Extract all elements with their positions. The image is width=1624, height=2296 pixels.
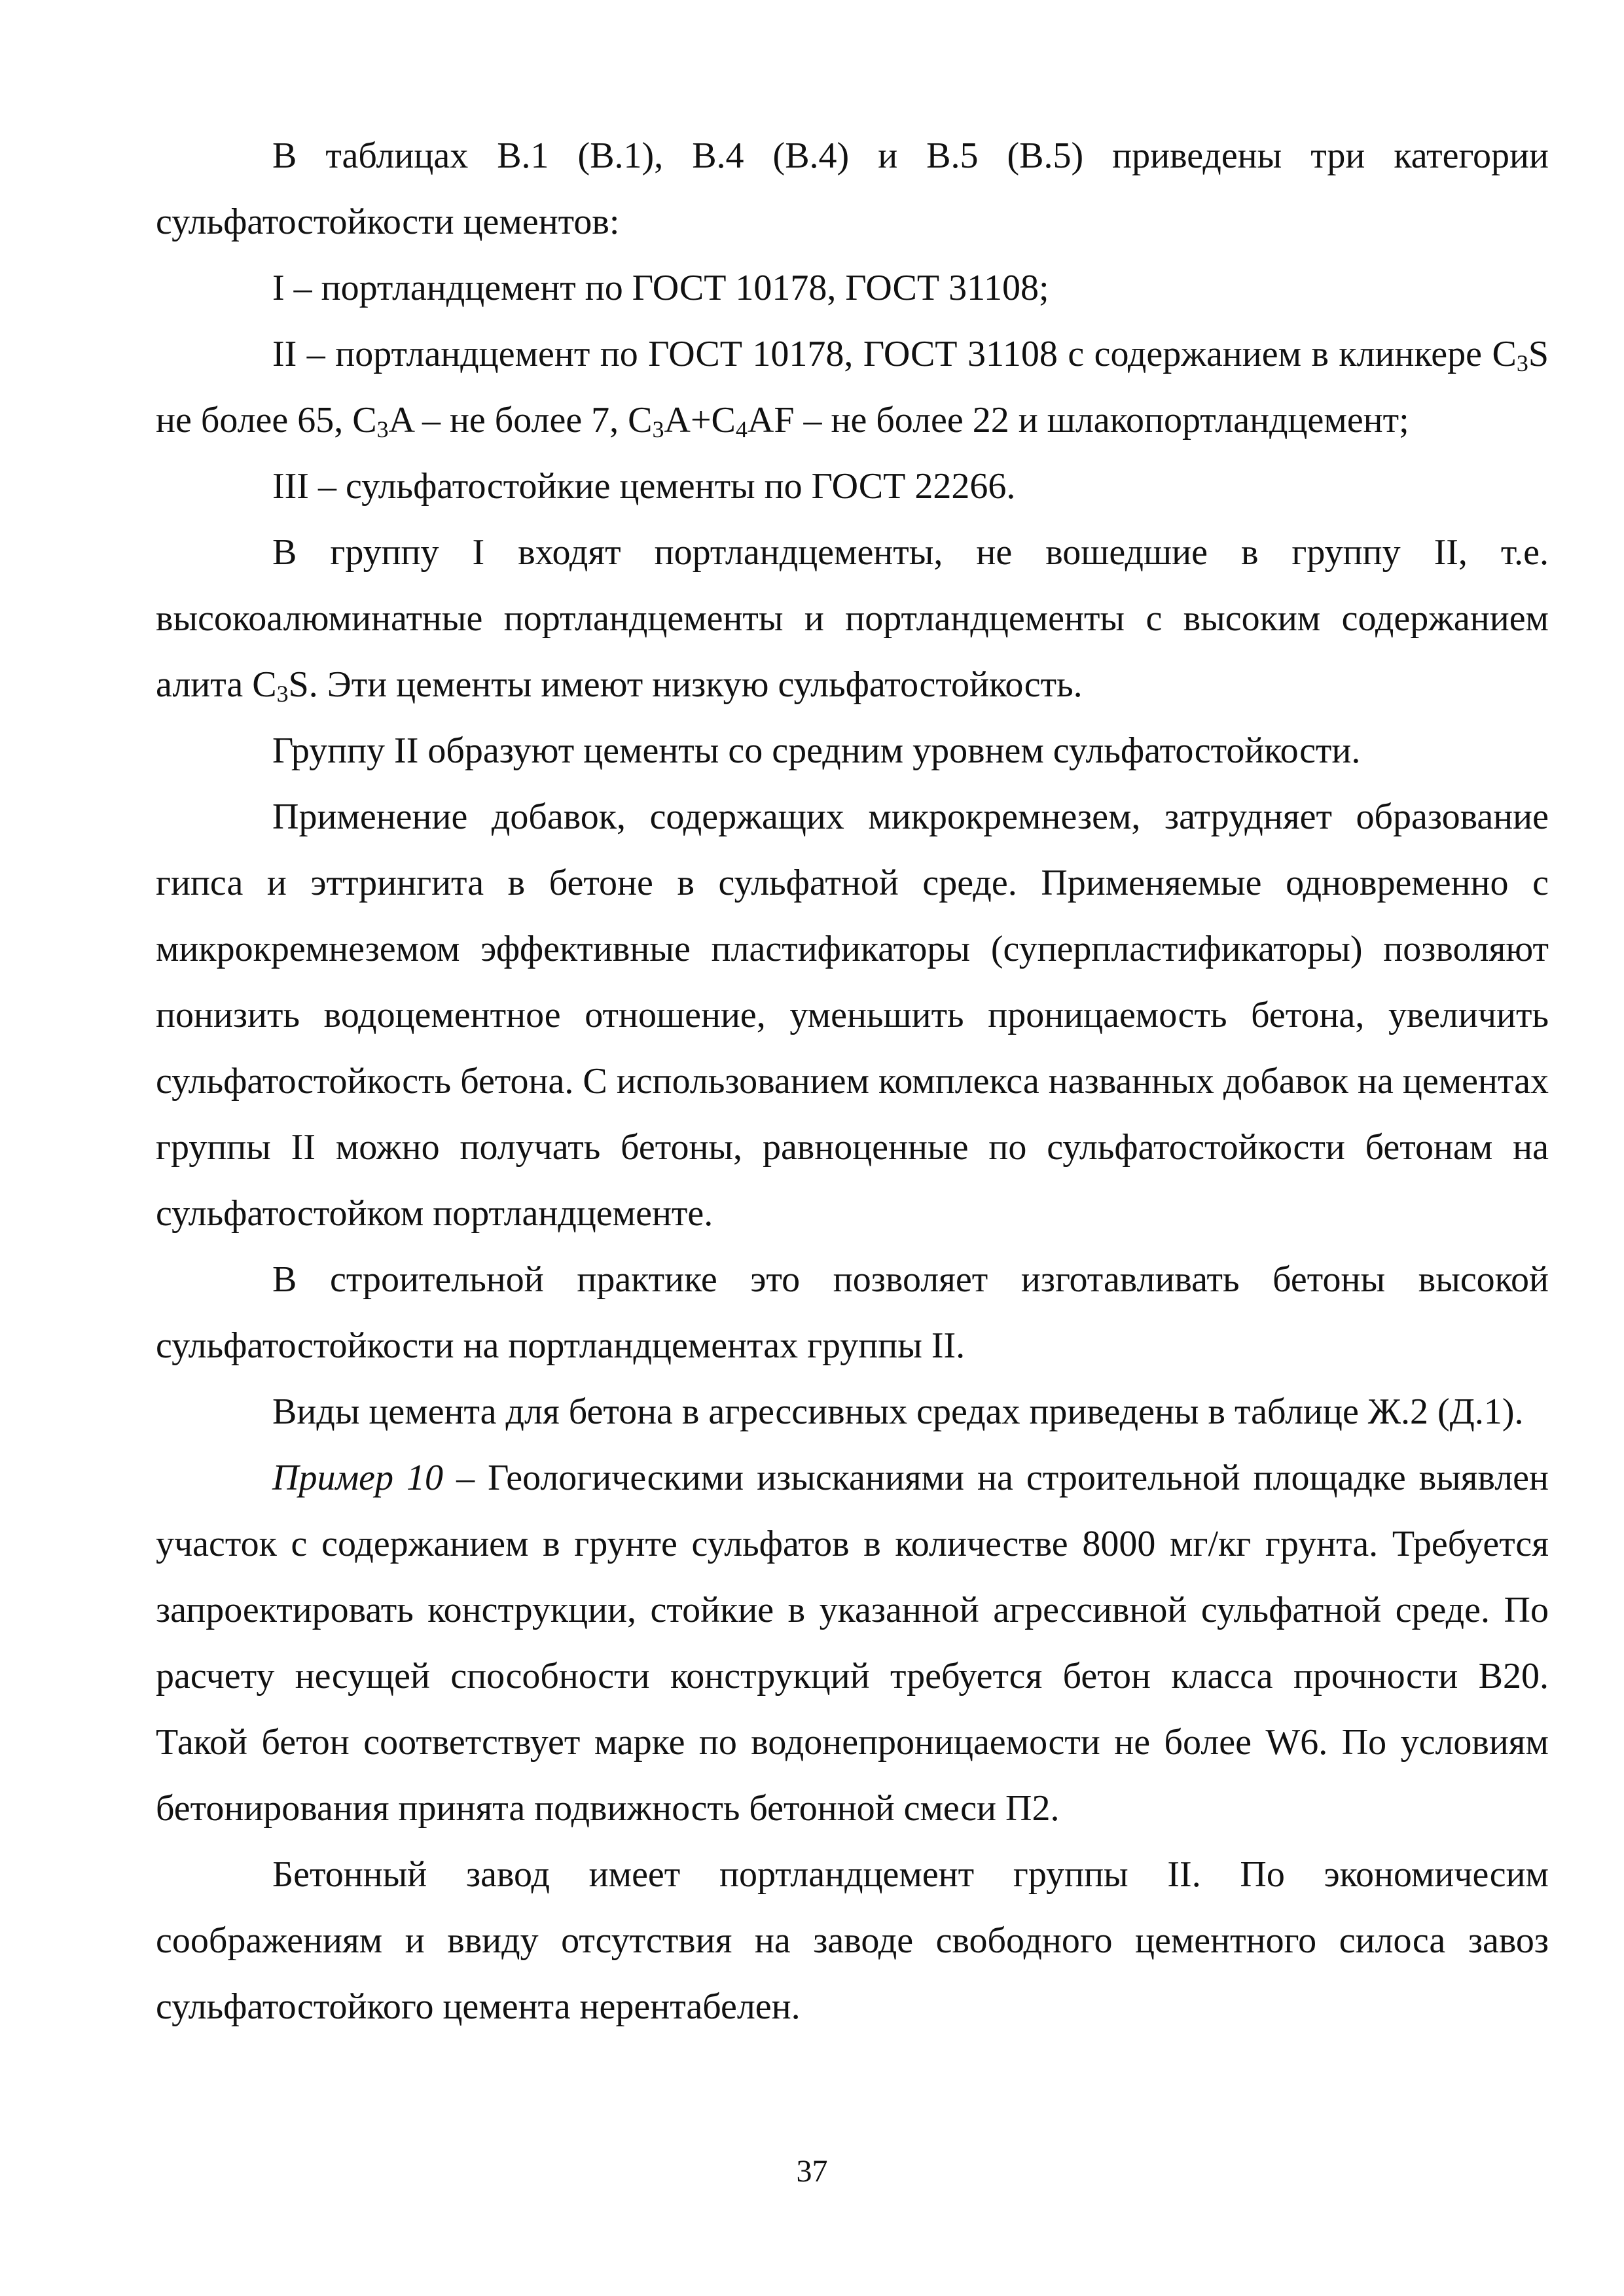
subscript-3: 3 [1516, 350, 1528, 376]
example-text: – Геологическими изысканиями на строительной площадке выявлен участок с содержанием в грунте сульфатов в количестве 8000 мг/кг грунта. Требуется запроектировать конструкции, стойкие в указанной агрессивной сульфатной среде. По расчету несущей способности конструкций требуется бетон класса прочности В20. Такой бетон соответствует марке по водонепроницаемости не более W6. По условиям бетонирования принята подвижность бетонной смеси П2. [156, 1458, 1549, 1829]
group-2-paragraph: Группу II образуют цементы со средним уровнем сульфатостойкости. [272, 730, 1361, 771]
practice-paragraph: В строительной практике это позволяет изготавливать бетоны высокой сульфатостойкости на портландцементах группы II. [156, 1259, 1549, 1366]
additives-paragraph: Применение добавок, содержащих микрокремнезем, затрудняет образование гипса и эттрингита в бетоне в сульфатной среде. Применяемые одновременно с микрокремнеземом эффективные пластификаторы (суперпластификаторы) позволяют понизить водоцементное отношение, уменьшить проницаемость бетона, увеличить сульфатостойкость бетона. С использованием комплекса названных добавок на цементах группы II можно получать бетоны, равноценные по сульфатостойкости бетонам на сульфатостойком портландцементе. [156, 797, 1549, 1234]
category-2 [156, 321, 1549, 454]
document-body [156, 123, 1549, 2040]
category-2-text-g: A+C [664, 400, 736, 440]
intro-paragraph: В таблицах В.1 (В.1), В.4 (В.4) и В.5 (В.5) приведены три категории сульфатостойкости цементов: [156, 135, 1549, 242]
group-1-paragraph [156, 520, 1549, 718]
plant-paragraph: Бетонный завод имеет портландцемент группы II. По экономичесим соображениям и ввиду отсутствия на заводе свободного цементного силоса завоз сульфатостойкого цемента нерентабелен. [156, 1854, 1549, 2027]
subscript-3: 3 [652, 416, 664, 442]
page-number: 37 [796, 2154, 828, 2189]
category-2-text-a: II – портландцемент по ГОСТ 10178, ГОСТ 31108 с содержанием в клинкере C [272, 334, 1517, 374]
example-paragraph [156, 1445, 1549, 1842]
subscript-3: 3 [276, 681, 289, 707]
subscript-4: 4 [735, 416, 748, 442]
group-1-text-c: S. Эти цементы имеют низкую сульфатостойкость. [288, 664, 1083, 705]
category-2-text-e: A – не более 7, C [388, 400, 653, 440]
category-1: I – портландцемент по ГОСТ 10178, ГОСТ 31108; [272, 268, 1049, 308]
category-3: III – сульфатостойкие цементы по ГОСТ 22266. [272, 466, 1016, 507]
category-2-text-i: AF – не более 22 и шлакопортландцемент; [747, 400, 1409, 440]
example-label: Пример 10 [272, 1458, 444, 1498]
subscript-3: 3 [376, 416, 389, 442]
category-2-text-c: S не более 65, C [156, 334, 1549, 440]
group-1-text-a: В группу I входят портландцементы, не вошедшие в группу II, т.е. высокоалюминатные портландцементы и портландцементы с высоким содержанием алита C [156, 532, 1549, 705]
cement-types-paragraph: Виды цемента для бетона в агрессивных средах приведены в таблице Ж.2 (Д.1). [272, 1391, 1524, 1432]
